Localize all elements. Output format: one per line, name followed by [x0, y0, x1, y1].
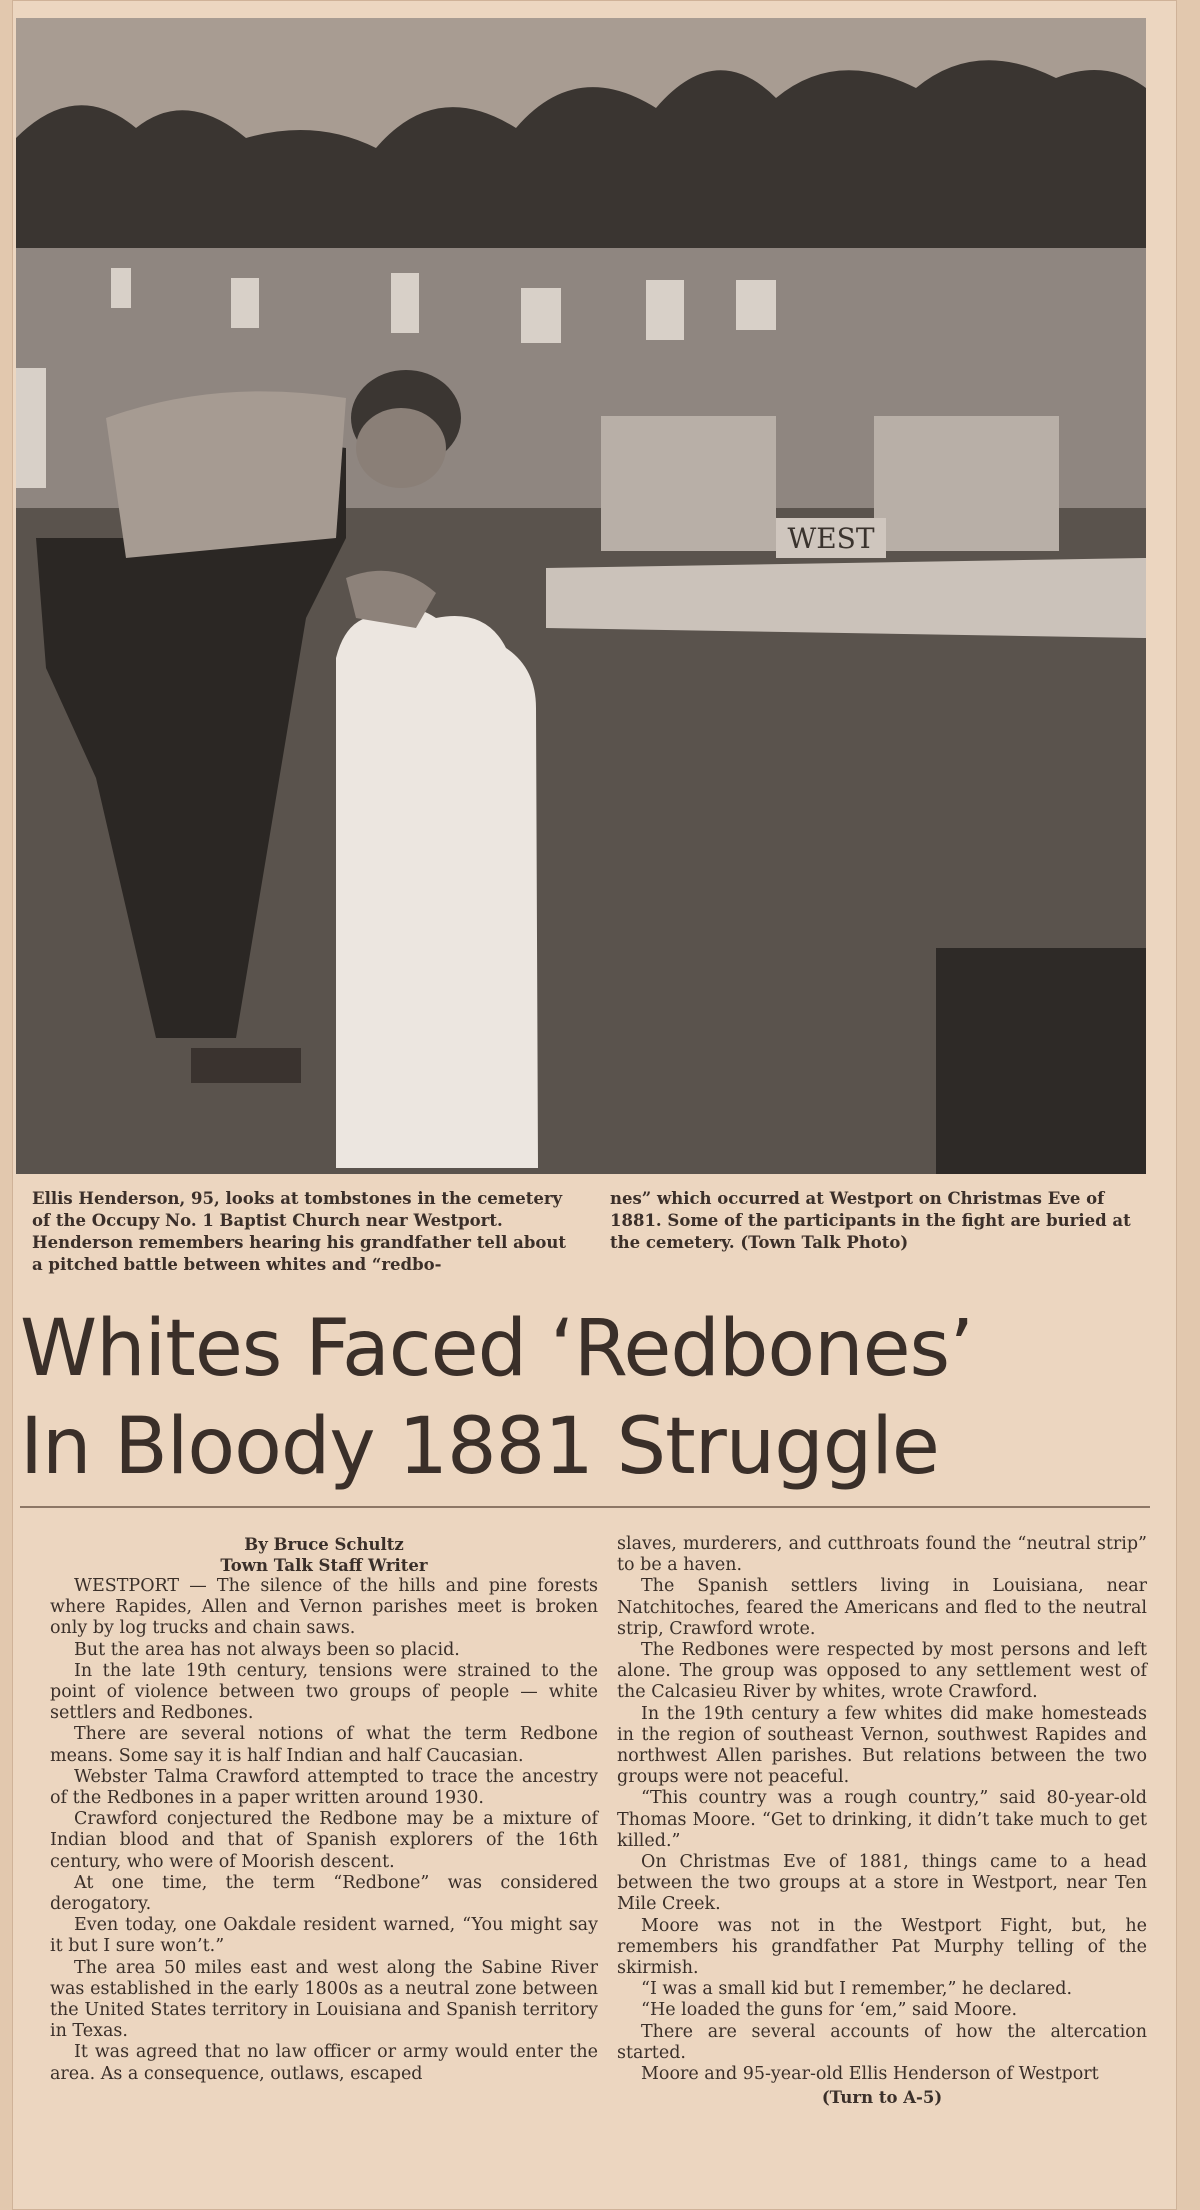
headline-rule [20, 1506, 1150, 1508]
article-paragraph: “I was a small kid but I remember,” he declared. [641, 1979, 1073, 2000]
article-paragraph: The Spanish settlers living in Louisiana, near Natchitoches, feared the Americans and fled to the neutral strip, Crawford wrote. [617, 1576, 1147, 1639]
caption-right: nes” which occurred at Westport on Christmas Eve of 1881. Some of the participants in the fight are buried at the cemetery. (Town Talk Photo) [610, 1189, 1131, 1252]
article-paragraph: There are several accounts of how the altercation started. [617, 2021, 1147, 2063]
article-paragraph: In the late 19th century, tensions were strained to the point of violence between two groups of people — white settlers and Redbones. [50, 1660, 598, 1724]
headline [20, 1300, 1160, 1496]
headline-line-2: In Bloody 1881 Struggle [20, 1402, 939, 1492]
newspaper-clipping [12, 0, 1177, 2210]
headstone-label: WEST [787, 522, 875, 555]
article-paragraph: Moore was not in the Westport Fight, but, he remembers his grandfather Pat Murphy telling of the skirmish. [617, 1915, 1147, 1979]
byline-author: By Bruce Schultz [244, 1535, 404, 1554]
article-column-left [50, 1534, 598, 2085]
article-paragraph: Moore and 95-year-old Ellis Henderson of Westport [641, 2064, 1099, 2085]
article-paragraph: Webster Talma Crawford attempted to trace the ancestry of the Redbones in a paper written around 1930. [50, 1766, 598, 1809]
article-paragraph: There are several notions of what the term Redbone means. Some say it is half Indian and half Caucasian. [50, 1724, 598, 1766]
article-paragraph: slaves, murderers, and cutthroats found the “neutral strip” to be a haven. [617, 1534, 1147, 1576]
article-paragraph: It was agreed that no law officer or army would enter the area. As a consequence, outlaws, escaped [50, 2042, 598, 2084]
article-paragraph: The area 50 miles east and west along the Sabine River was established in the early 1800s as a neutral zone between the United States territory in Louisiana and Spanish territory in Texas. [50, 1957, 598, 2042]
continuation-note: (Turn to A-5) [821, 2088, 943, 2108]
caption-left: Ellis Henderson, 95, looks at tombstones in the cemetery of the Occupy No. 1 Baptist Church near Westport. Henderson remembers hearing his grandfather tell about a pitched battle between whites and “redbo- [32, 1189, 566, 1274]
cemetery-photo [16, 18, 1146, 1174]
article-paragraph: In the 19th century a few whites did make homesteads in the region of southeast Vernon, southwest Rapides and northwest Allen parishes. But relations between the two groups were not peaceful. [617, 1703, 1147, 1788]
article-paragraph: At one time, the term “Redbone” was considered derogatory. [50, 1872, 598, 1915]
article-paragraph: “He loaded the guns for ‘em,” said Moore. [641, 2000, 1018, 2021]
article-paragraph: Crawford conjectured the Redbone may be a mixture of Indian blood and that of Spanish explorers of the 16th century, who were of Moorish descent. [50, 1809, 598, 1872]
article-paragraph: On Christmas Eve of 1881, things came to a head between the two groups at a store in Westport, near Ten Mile Creek. [617, 1852, 1147, 1915]
headline-line-1: Whites Faced ‘Redbones’ [20, 1304, 973, 1394]
article-paragraph: “This country was a rough country,” said 80-year-old Thomas Moore. “Get to drinking, it didn’t take much to get killed.” [617, 1788, 1147, 1851]
byline-role: Town Talk Staff Writer [220, 1556, 428, 1575]
article-paragraph: Even today, one Oakdale resident warned, “You might say it but I sure won’t.” [50, 1915, 598, 1957]
article-column-right [617, 1534, 1147, 2108]
article-paragraph: But the area has not always been so placid. [74, 1639, 460, 1660]
article-paragraph: WESTPORT — The silence of the hills and pine forests where Rapides, Allen and Vernon parishes meet is broken only by log trucks and chain saws. [50, 1576, 598, 1639]
article-paragraph: The Redbones were respected by most persons and left alone. The group was opposed to any settlement west of the Calcasieu River by whites, wrote Crawford. [617, 1640, 1147, 1703]
